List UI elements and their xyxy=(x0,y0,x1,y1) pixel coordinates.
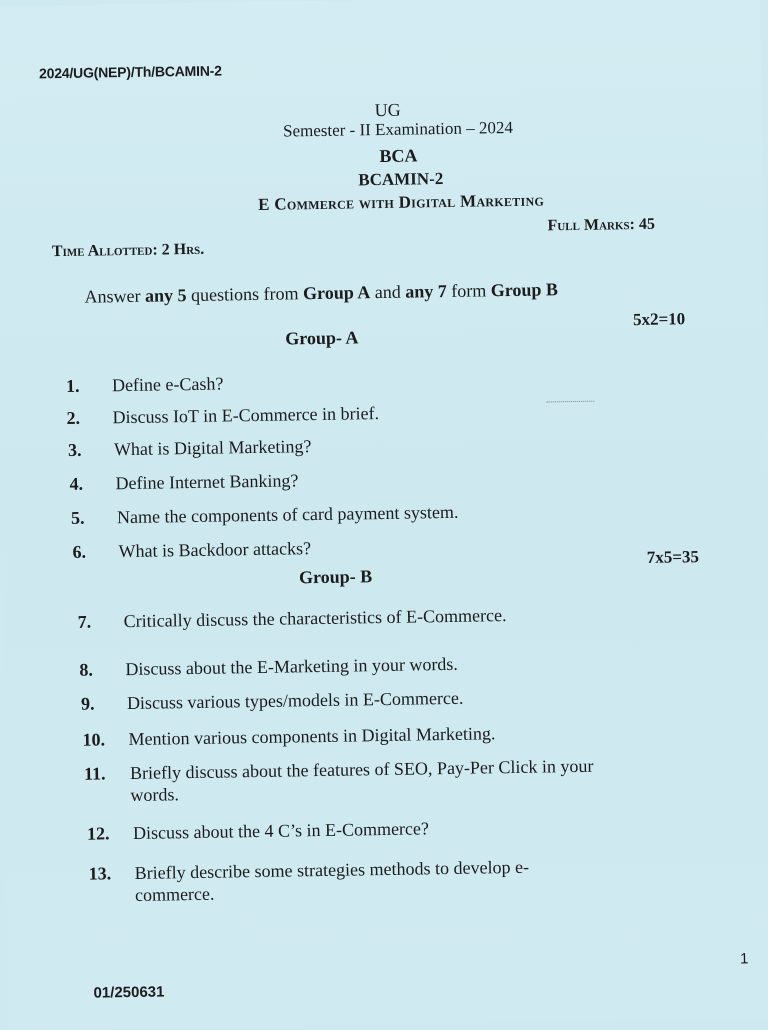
instruction-text: and xyxy=(370,281,406,303)
question-item xyxy=(87,814,627,844)
question-number: 5. xyxy=(70,507,85,528)
question-text: Define Internet Banking? xyxy=(115,470,299,494)
question-text: Discuss IoT in E-Commerce in brief. xyxy=(112,403,380,428)
time-allotted: Time Allotted: 2 Hrs. xyxy=(51,240,205,261)
question-number: 11. xyxy=(83,763,106,784)
question-item xyxy=(81,684,621,714)
question-number: 3. xyxy=(67,439,82,460)
page-number: 1 xyxy=(739,950,749,968)
group-a-title: Group- A xyxy=(285,327,359,349)
instruction-text: Answer xyxy=(84,285,146,307)
question-number: 9. xyxy=(80,693,95,714)
question-item xyxy=(82,720,622,750)
footer-code: 01/250631 xyxy=(93,983,165,1002)
question-item xyxy=(88,855,589,907)
semester-heading: Semester - II Examination – 2024 xyxy=(282,117,514,141)
group-b-marks: 7x5=35 xyxy=(646,547,700,567)
instruction-bold: any 7 xyxy=(405,280,447,302)
question-text: Critically discuss the characteristics of E-Commerce. xyxy=(123,605,507,632)
instruction-text: form xyxy=(446,280,491,301)
course-title-heading: E Commerce with Digital Marketing xyxy=(258,190,545,214)
question-text: Briefly describe some strategies methods to develop e-commerce. xyxy=(134,856,530,905)
question-number: 1. xyxy=(65,375,80,396)
question-item xyxy=(66,398,606,428)
question-text: Discuss about the E-Marketing in your words. xyxy=(125,653,459,680)
question-text: Mention various components in Digital Marketing. xyxy=(128,723,496,750)
question-text: What is Digital Marketing? xyxy=(113,436,312,460)
group-a-marks: 5x2=10 xyxy=(632,309,686,330)
program-heading: BCA xyxy=(379,145,418,167)
instruction-bold: Group B xyxy=(490,279,559,301)
question-number: 7. xyxy=(77,611,92,632)
level-heading: UG xyxy=(374,99,401,121)
instruction-text: questions from xyxy=(186,283,304,306)
full-marks: Full Marks: 45 xyxy=(547,215,656,235)
course-code-heading: BCAMIN-2 xyxy=(358,169,444,190)
question-number: 12. xyxy=(86,823,110,844)
question-number: 10. xyxy=(82,729,106,750)
question-number: 4. xyxy=(69,473,84,494)
question-item xyxy=(79,650,619,680)
question-text: Discuss about the 4 C’s in E-Commerce? xyxy=(132,818,430,843)
question-text: Discuss various types/models in E-Commerce. xyxy=(126,687,464,714)
question-item xyxy=(72,532,612,562)
question-item xyxy=(68,430,608,460)
instruction-bold: Group A xyxy=(302,282,371,304)
question-text: Briefly discuss about the features of SEO, Pay-Per Click in your words. xyxy=(129,755,594,806)
instruction-line xyxy=(84,279,558,307)
question-text: Name the components of card payment system. xyxy=(116,501,459,528)
instruction-bold: any 5 xyxy=(144,285,187,306)
group-b-title: Group- B xyxy=(298,566,373,588)
question-text: What is Backdoor attacks? xyxy=(118,538,312,562)
question-text: Define e-Cash? xyxy=(111,373,224,396)
question-item xyxy=(78,602,618,632)
question-item xyxy=(71,498,611,528)
question-number: 13. xyxy=(88,863,112,884)
question-number: 6. xyxy=(72,541,87,562)
question-item xyxy=(84,755,605,807)
paper-code: 2024/UG(NEP)/Th/BCAMIN-2 xyxy=(38,62,222,82)
question-number: 2. xyxy=(66,407,81,428)
question-item xyxy=(66,366,606,396)
question-item xyxy=(69,464,609,494)
question-number: 8. xyxy=(79,659,94,680)
